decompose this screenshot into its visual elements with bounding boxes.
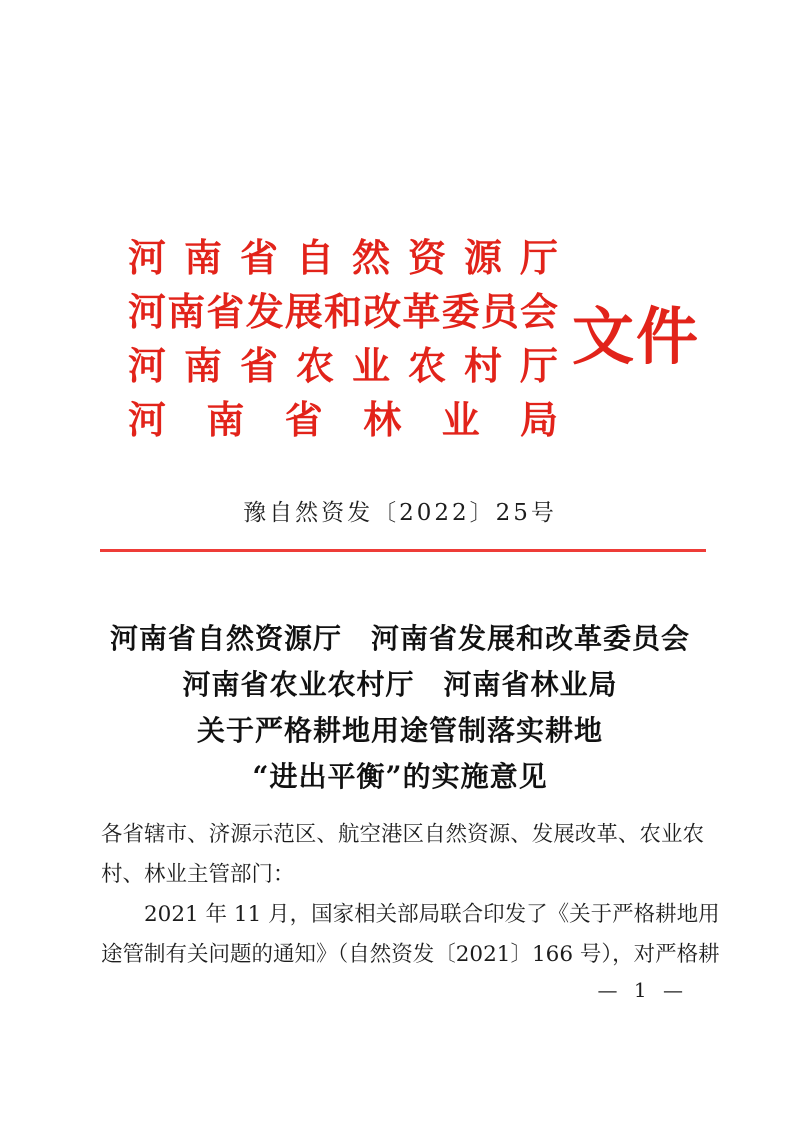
issuer-name-1: 河南省自然资源厅 [128, 235, 558, 280]
document-title [0, 616, 800, 800]
salutation-line-2: 村、林业主管部门： [101, 862, 295, 887]
document-body [101, 815, 720, 975]
title-line-1: 河南省自然资源厅 河南省发展和改革委员会 [109, 622, 690, 655]
file-label: 文件 [572, 300, 701, 373]
title-line-3: 关于严格耕地用途管制落实耕地 [196, 714, 603, 747]
title-line-4: “进出平衡”的实施意见 [252, 760, 548, 793]
title-line-2: 河南省农业农村厅 河南省林业局 [182, 668, 618, 701]
red-divider-line [100, 549, 706, 552]
reference-number: 豫自然资发〔2022〕25号 [243, 500, 557, 526]
paragraph-line-2: 途管制有关问题的通知》（自然资发〔2021〕166 号），对严格耕 [101, 942, 720, 967]
page-number: — 1 — [597, 978, 688, 1002]
paragraph-line-1: 2021 年 11 月，国家相关部局联合印发了《关于严格耕地用 [144, 902, 720, 927]
salutation-line-1: 各省辖市、济源示范区、航空港区自然资源、发展改革、农业农 [101, 822, 704, 847]
issuer-name-4: 河南省林业局 [128, 397, 558, 442]
letterhead-issuers [128, 231, 558, 447]
issuer-name-3: 河南省农业农村厅 [128, 343, 558, 388]
issuer-name-2: 河南省发展和改革委员会 [128, 289, 558, 334]
